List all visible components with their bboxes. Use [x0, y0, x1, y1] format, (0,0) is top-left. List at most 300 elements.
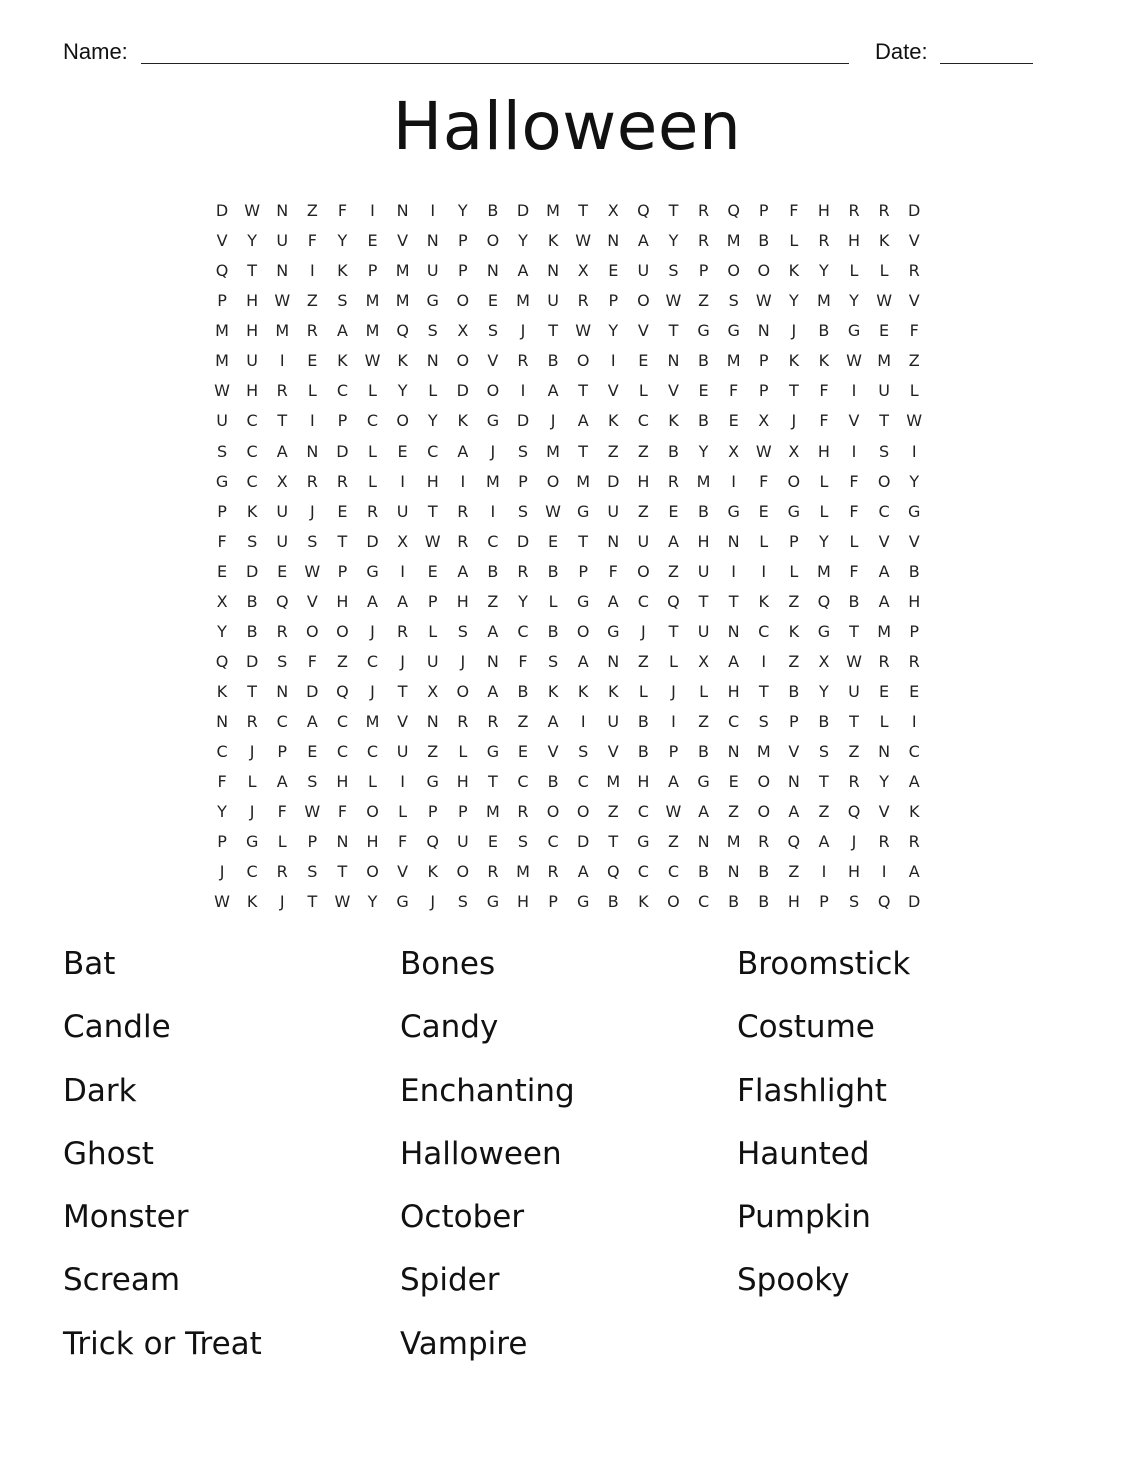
grid-cell: O — [637, 291, 650, 311]
grid-cell: W — [755, 291, 772, 311]
grid-cell: C — [517, 772, 529, 792]
grid-cell: N — [727, 621, 740, 641]
grid-cell: O — [456, 351, 470, 371]
grid-cell: H — [817, 201, 830, 220]
word-list-item: Spooky — [737, 1262, 850, 1299]
grid-cell: C — [487, 531, 499, 551]
grid-cell: X — [788, 441, 800, 461]
grid-cell: C — [216, 742, 228, 762]
grid-cell: V — [788, 742, 800, 762]
grid-cell: G — [576, 591, 590, 611]
grid-cell: A — [577, 651, 589, 671]
grid-cell: B — [758, 231, 770, 251]
grid-cell: H — [246, 381, 259, 401]
grid-cell: F — [398, 832, 408, 852]
grid-cell: W — [244, 201, 261, 220]
grid-cell: D — [908, 201, 921, 220]
grid-cell: D — [245, 651, 259, 671]
grid-cell: K — [547, 231, 559, 251]
grid-cell: H — [456, 772, 469, 792]
grid-cell: B — [246, 621, 258, 641]
grid-cell: C — [637, 862, 649, 882]
grid-cell: E — [548, 531, 559, 551]
grid-cell: N — [396, 201, 409, 220]
grid-cell: I — [490, 501, 496, 521]
grid-cell: Z — [788, 862, 800, 882]
grid-cell: Y — [819, 682, 829, 701]
grid-cell: T — [668, 621, 679, 641]
grid-cell: I — [881, 862, 887, 882]
grid-cell: W — [274, 291, 291, 311]
grid-cell: H — [848, 862, 861, 882]
grid-cell: D — [456, 381, 469, 401]
grid-cell: P — [457, 231, 468, 251]
grid-cell: C — [276, 712, 288, 732]
grid-cell: G — [697, 321, 710, 341]
grid-cell: H — [727, 682, 740, 701]
grid-cell: O — [486, 231, 500, 251]
grid-cell: Z — [698, 291, 710, 311]
grid-cell: S — [457, 621, 468, 641]
grid-cell: A — [367, 591, 378, 611]
grid-cell: P — [758, 381, 769, 401]
grid-cell: Q — [215, 261, 229, 281]
grid-cell: C — [427, 441, 439, 461]
grid-cell: U — [426, 261, 439, 281]
grid-cell: P — [819, 892, 829, 912]
grid-cell: C — [336, 742, 348, 762]
grid-cell: V — [908, 531, 920, 551]
grid-cell: V — [878, 531, 890, 551]
grid-cell: B — [517, 682, 529, 701]
grid-cell: O — [787, 471, 801, 491]
grid-cell: K — [818, 351, 830, 371]
grid-cell: O — [576, 621, 590, 641]
grid-row — [207, 797, 929, 827]
grid-cell: C — [908, 742, 920, 762]
grid-cell: B — [246, 591, 258, 611]
grid-cell: R — [457, 531, 469, 551]
grid-cell: R — [667, 471, 680, 491]
grid-cell: N — [607, 651, 620, 671]
word-list-item: Haunted — [737, 1135, 870, 1172]
grid-cell: U — [607, 712, 620, 732]
grid-cell: J — [370, 682, 375, 701]
grid-cell: S — [277, 651, 288, 671]
grid-cell: P — [518, 471, 528, 491]
grid-cell: A — [607, 591, 619, 611]
grid-cell: T — [758, 682, 769, 701]
grid-cell: V — [547, 742, 559, 762]
grid-cell: N — [727, 742, 740, 762]
grid-cell: S — [517, 832, 529, 852]
grid-cell: K — [397, 351, 408, 371]
grid-cell: I — [400, 471, 405, 491]
grid-row — [207, 437, 929, 467]
word-list-item: Costume — [737, 1009, 875, 1046]
grid-cell: E — [879, 321, 890, 341]
grid-cell: E — [608, 261, 619, 281]
grid-cell: G — [607, 621, 620, 641]
grid-cell: T — [337, 862, 348, 882]
grid-cell: N — [216, 712, 229, 732]
grid-cell: B — [607, 892, 619, 912]
grid-cell: K — [246, 892, 258, 912]
grid-cell: W — [876, 291, 893, 311]
grid-cell: U — [697, 561, 710, 581]
grid-cell: V — [216, 231, 228, 251]
grid-cell: G — [426, 291, 439, 311]
grid-cell: E — [487, 291, 498, 311]
grid-cell: O — [486, 381, 500, 401]
grid-cell: S — [487, 321, 498, 341]
grid-cell: Y — [427, 411, 438, 431]
grid-cell: N — [426, 712, 439, 732]
grid-cell: A — [276, 772, 288, 792]
grid-cell: C — [637, 802, 649, 822]
grid-cell: V — [848, 411, 860, 431]
grid-cell: P — [698, 261, 709, 281]
grid-cell: C — [336, 381, 348, 401]
grid-cell: N — [878, 742, 891, 762]
grid-cell: F — [849, 501, 859, 521]
grid-cell: T — [849, 712, 859, 732]
grid-cell: V — [397, 712, 409, 732]
grid-cell: W — [545, 501, 561, 521]
grid-cell: Z — [306, 291, 318, 311]
grid-cell: T — [578, 201, 589, 220]
grid-cell: I — [761, 651, 767, 671]
grid-cell: R — [908, 261, 920, 281]
grid-cell: B — [758, 862, 770, 882]
grid-cell: T — [879, 411, 889, 431]
word-list-item: Ghost — [63, 1135, 154, 1172]
grid-cell: F — [819, 411, 829, 431]
grid-cell: S — [427, 321, 438, 341]
grid-cell: K — [246, 501, 258, 521]
grid-cell: K — [638, 892, 649, 912]
grid-cell: D — [245, 561, 259, 581]
grid-cell: K — [608, 411, 619, 431]
grid-cell: B — [758, 892, 770, 912]
grid-cell: M — [275, 321, 290, 341]
grid-cell: Y — [608, 321, 619, 341]
name-label: Name: — [63, 39, 128, 64]
grid-cell: M — [546, 441, 560, 461]
grid-cell: H — [426, 471, 439, 491]
grid-cell: T — [668, 201, 679, 220]
grid-cell: A — [487, 621, 499, 641]
name-field-line — [141, 63, 849, 64]
grid-cell: L — [789, 231, 799, 251]
grid-cell: E — [668, 501, 679, 521]
grid-cell: A — [667, 531, 679, 551]
grid-cell: H — [817, 441, 830, 461]
grid-cell: R — [577, 291, 589, 311]
grid-row — [207, 316, 929, 346]
grid-cell: V — [908, 231, 920, 251]
grid-row — [207, 527, 929, 557]
grid-cell: J — [791, 411, 797, 431]
word-list-item: Trick or Treat — [63, 1325, 262, 1362]
grid-cell: W — [424, 531, 441, 551]
grid-cell: J — [550, 411, 556, 431]
grid-cell: G — [215, 471, 229, 491]
grid-cell: L — [458, 742, 468, 762]
grid-cell: O — [396, 411, 409, 431]
word-search-grid — [207, 196, 929, 918]
grid-cell: S — [668, 261, 679, 281]
grid-cell: X — [577, 261, 589, 281]
grid-cell: N — [727, 862, 740, 882]
grid-cell: C — [728, 712, 740, 732]
grid-cell: U — [396, 501, 409, 521]
grid-cell: V — [487, 351, 499, 371]
grid-cell: W — [334, 892, 351, 912]
grid-cell: O — [366, 802, 379, 822]
grid-cell: R — [336, 471, 348, 491]
grid-cell: Z — [698, 712, 710, 732]
grid-cell: E — [517, 742, 529, 762]
grid-cell: S — [818, 742, 829, 762]
grid-cell: P — [337, 411, 348, 431]
grid-cell: P — [789, 531, 799, 551]
grid-cell: C — [697, 892, 710, 912]
grid-cell: U — [697, 621, 710, 641]
grid-cell: U — [547, 291, 559, 311]
grid-cell: O — [456, 862, 470, 882]
grid-cell: M — [576, 471, 591, 491]
grid-cell: G — [727, 321, 740, 341]
grid-cell: C — [547, 832, 559, 852]
grid-cell: G — [697, 772, 710, 792]
grid-cell: J — [430, 892, 436, 912]
grid-cell: C — [878, 501, 890, 521]
grid-cell: Y — [217, 621, 227, 641]
grid-cell: K — [216, 682, 228, 701]
grid-cell: Y — [668, 231, 679, 251]
grid-cell: Q — [637, 201, 650, 220]
grid-cell: A — [336, 321, 348, 341]
grid-row — [207, 196, 929, 226]
grid-cell: U — [246, 351, 258, 371]
grid-cell: W — [575, 231, 592, 251]
grid-cell: S — [307, 862, 318, 882]
grid-row — [207, 406, 929, 436]
grid-cell: O — [637, 561, 650, 581]
grid-cell: S — [216, 441, 228, 461]
grid-cell: B — [667, 441, 679, 461]
grid-cell: O — [576, 802, 590, 822]
grid-cell: M — [726, 832, 741, 852]
grid-cell: N — [787, 772, 800, 792]
grid-cell: X — [216, 591, 228, 611]
grid-cell: Z — [818, 802, 830, 822]
grid-cell: A — [788, 802, 800, 822]
grid-cell: W — [304, 561, 321, 581]
grid-cell: F — [819, 381, 829, 401]
grid-cell: G — [637, 832, 650, 852]
grid-cell: R — [487, 862, 499, 882]
grid-cell: N — [607, 531, 620, 551]
grid-cell: F — [217, 531, 227, 551]
grid-cell: U — [637, 531, 650, 551]
grid-cell: Y — [457, 201, 468, 220]
grid-cell: I — [400, 772, 405, 792]
grid-cell: H — [787, 892, 800, 912]
grid-cell: G — [576, 501, 590, 521]
grid-cell: L — [307, 381, 317, 401]
grid-cell: G — [727, 501, 740, 521]
grid-cell: R — [848, 201, 860, 220]
grid-cell: M — [365, 712, 380, 732]
grid-cell: K — [668, 411, 679, 431]
grid-cell: P — [578, 561, 588, 581]
grid-cell: W — [906, 411, 923, 431]
grid-cell: I — [610, 351, 616, 371]
grid-cell: F — [759, 471, 769, 491]
grid-cell: H — [697, 531, 710, 551]
grid-cell: S — [307, 531, 318, 551]
grid-row — [207, 827, 929, 857]
grid-cell: Z — [667, 832, 679, 852]
grid-cell: J — [219, 862, 225, 882]
grid-cell: Y — [217, 802, 227, 822]
grid-cell: X — [818, 651, 830, 671]
grid-cell: F — [518, 651, 528, 671]
grid-cell: M — [546, 201, 560, 220]
grid-cell: B — [818, 712, 830, 732]
grid-cell: Q — [606, 862, 620, 882]
grid-cell: T — [608, 832, 619, 852]
grid-cell: O — [336, 621, 349, 641]
grid-cell: A — [306, 712, 318, 732]
grid-cell: A — [577, 862, 589, 882]
grid-cell: T — [548, 321, 558, 341]
grid-cell: E — [638, 351, 649, 371]
grid-cell: R — [878, 832, 890, 852]
grid-cell: O — [306, 621, 319, 641]
grid-cell: E — [909, 682, 920, 701]
grid-cell: Y — [367, 892, 378, 912]
grid-cell: A — [908, 862, 920, 882]
grid-cell: F — [608, 561, 618, 581]
grid-cell: W — [846, 351, 862, 371]
grid-cell: C — [637, 411, 649, 431]
grid-cell: K — [337, 261, 348, 281]
grid-cell: S — [879, 441, 890, 461]
grid-cell: L — [699, 682, 708, 701]
grid-cell: E — [427, 561, 438, 581]
grid-cell: Z — [487, 591, 499, 611]
grid-cell: T — [668, 321, 679, 341]
grid-cell: Q — [787, 832, 801, 852]
date-field-line — [940, 63, 1033, 64]
grid-cell: J — [370, 621, 375, 641]
grid-row — [207, 737, 929, 767]
grid-cell: I — [731, 561, 736, 581]
grid-cell: B — [547, 561, 559, 581]
grid-cell: S — [247, 531, 258, 551]
grid-cell: J — [520, 321, 526, 341]
grid-cell: O — [757, 772, 771, 792]
grid-cell: C — [366, 742, 379, 762]
grid-cell: R — [908, 832, 920, 852]
grid-cell: F — [337, 802, 348, 822]
grid-cell: T — [728, 591, 739, 611]
grid-cell: U — [637, 261, 650, 281]
grid-cell: M — [485, 802, 500, 822]
grid-cell: P — [367, 261, 378, 281]
grid-cell: G — [245, 832, 259, 852]
grid-cell: F — [277, 802, 287, 822]
grid-row — [207, 857, 929, 887]
grid-cell: W — [665, 291, 682, 311]
grid-cell: U — [276, 531, 289, 551]
grid-cell: B — [487, 201, 499, 220]
grid-row — [207, 617, 929, 647]
grid-cell: A — [457, 561, 469, 581]
grid-cell: H — [637, 772, 650, 792]
grid-cell: B — [698, 411, 710, 431]
grid-cell: E — [487, 832, 498, 852]
grid-cell: T — [698, 591, 709, 611]
grid-cell: C — [637, 591, 649, 611]
grid-cell: X — [698, 651, 710, 671]
grid-cell: B — [547, 621, 559, 641]
grid-row — [207, 647, 929, 677]
grid-cell: Z — [607, 441, 619, 461]
grid-cell: R — [246, 712, 258, 732]
grid-row — [207, 376, 929, 406]
grid-cell: A — [276, 441, 288, 461]
grid-cell: L — [368, 772, 377, 792]
grid-cell: C — [758, 621, 770, 641]
grid-cell: U — [456, 832, 469, 852]
grid-cell: L — [879, 261, 889, 281]
grid-cell: Y — [337, 231, 348, 251]
grid-cell: Z — [848, 742, 860, 762]
grid-cell: R — [366, 501, 379, 521]
grid-cell: K — [788, 261, 800, 281]
grid-cell: L — [668, 651, 678, 671]
word-list-item: Broomstick — [737, 946, 911, 982]
grid-cell: B — [547, 772, 559, 792]
grid-cell: P — [337, 561, 348, 581]
word-list-item: Monster — [63, 1199, 189, 1236]
grid-cell: X — [607, 201, 619, 220]
grid-cell: J — [249, 742, 255, 762]
grid-cell: B — [487, 561, 499, 581]
grid-cell: P — [789, 712, 799, 732]
grid-cell: R — [908, 651, 920, 671]
grid-cell: Q — [275, 591, 289, 611]
grid-cell: O — [546, 471, 560, 491]
grid-cell: E — [879, 682, 890, 701]
grid-cell: I — [400, 561, 405, 581]
grid-cell: O — [576, 351, 590, 371]
grid-cell: B — [698, 351, 710, 371]
grid-cell: M — [395, 291, 410, 311]
grid-cell: U — [878, 381, 890, 401]
grid-cell: G — [486, 411, 500, 431]
grid-cell: J — [851, 832, 857, 852]
grid-cell: L — [247, 772, 257, 792]
grid-cell: R — [457, 712, 469, 732]
grid-cell: M — [817, 561, 831, 581]
grid-cell: F — [307, 651, 317, 671]
grid-cell: Z — [788, 591, 800, 611]
